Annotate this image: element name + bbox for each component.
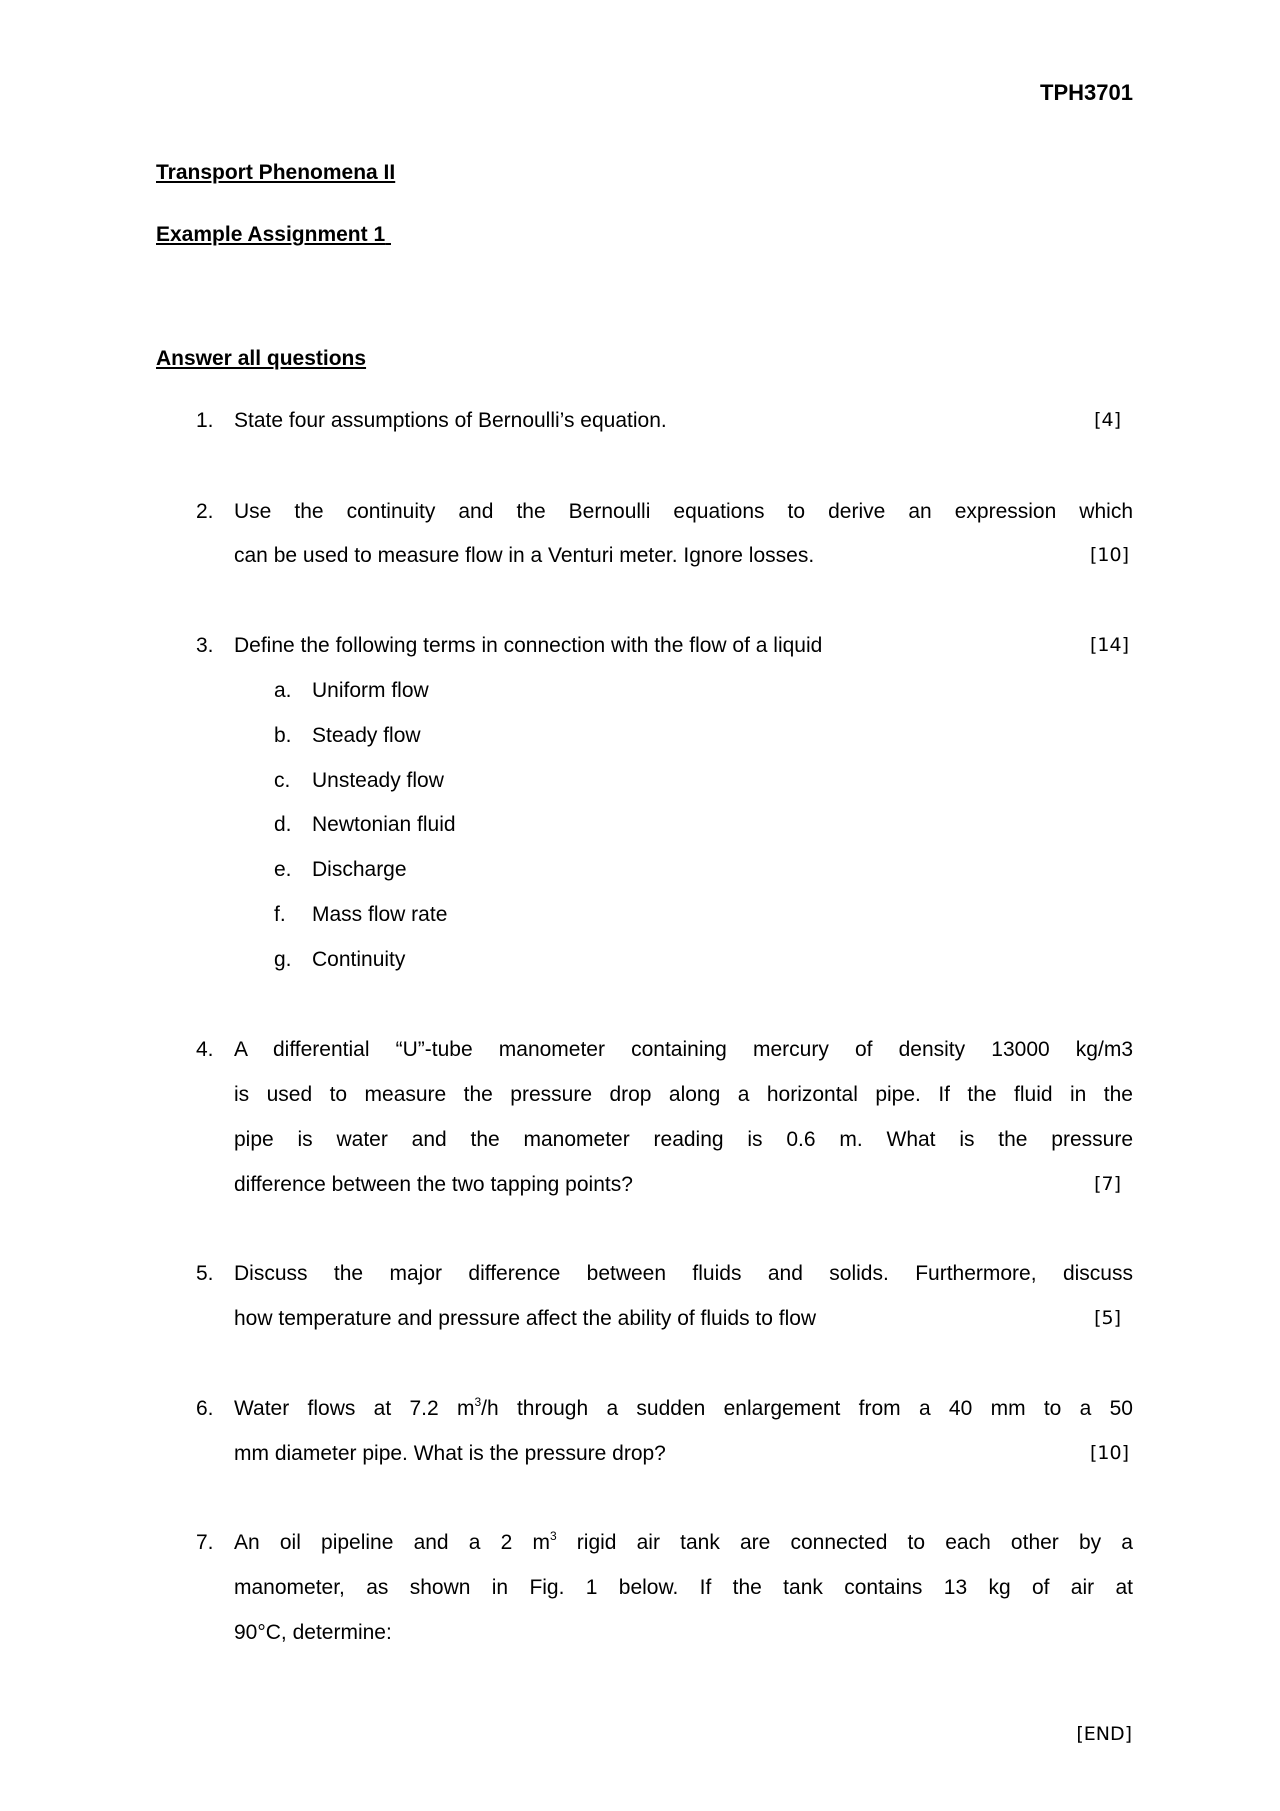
text-part: /h through a sudden enlargement from a 40 mm to a 50 (481, 1397, 1133, 1420)
end-marker: [END] (1076, 1723, 1132, 1745)
question-number: 5. (196, 1262, 214, 1285)
sub-item-letter: d. (274, 813, 292, 836)
sub-item-letter: a. (274, 679, 292, 702)
question-text: mm diameter pipe. What is the pressure drop? (234, 1442, 666, 1465)
question-number: 7. (196, 1531, 214, 1554)
question-text: Define the following terms in connection with the flow of a liquid (234, 634, 823, 657)
text-part: An oil pipeline and a 2 m (234, 1531, 550, 1554)
question-mark: [10] (1089, 1442, 1129, 1464)
document-subtitle (156, 212, 391, 257)
course-code: TPH3701 (1040, 80, 1133, 105)
question-text: pipe is water and the manometer reading is 0.6 m. What is the pressure (234, 1128, 1133, 1151)
question-number: 6. (196, 1397, 214, 1420)
sub-item-text: Steady flow (312, 724, 421, 747)
sub-item-letter: b. (274, 724, 292, 747)
sub-item-text: Mass flow rate (312, 903, 448, 926)
question-text: Use the continuity and the Bernoulli equations to derive an expression which (234, 500, 1133, 523)
document-title: Transport Phenomena II (156, 161, 396, 184)
question-text: can be used to measure flow in a Venturi meter. Ignore losses. (234, 544, 815, 567)
question-text: Discuss the major difference between fluids and solids. Furthermore, discuss (234, 1262, 1133, 1285)
superscript: 3 (549, 1529, 557, 1543)
question-mark: [7] (1094, 1173, 1121, 1195)
question-mark: [4] (1094, 409, 1121, 431)
question-number: 4. (196, 1038, 214, 1061)
question-text: difference between the two tapping points? (234, 1173, 633, 1196)
question-mark: [10] (1089, 544, 1129, 566)
question-number: 2. (196, 500, 214, 523)
question-text: is used to measure the pressure drop along a horizontal pipe. If the fluid in the (234, 1083, 1133, 1106)
question-text: how temperature and pressure affect the ability of fluids to flow (234, 1307, 817, 1330)
instruction-heading: Answer all questions (156, 347, 367, 370)
superscript: 3 (474, 1395, 482, 1409)
subtitle-text: Example Assignment 1 (156, 223, 386, 246)
question-text: State four assumptions of Bernoulli’s equation. (234, 409, 667, 432)
question-mark: [5] (1094, 1307, 1121, 1329)
question-text (234, 1520, 1133, 1565)
text-part: Water flows at 7.2 m (234, 1397, 475, 1420)
sub-item-letter: f. (274, 903, 286, 926)
question-mark: [14] (1089, 634, 1129, 656)
question-number: 3. (196, 634, 214, 657)
question-text: 90°C, determine: (234, 1621, 392, 1644)
sub-item-text: Newtonian fluid (312, 813, 456, 836)
sub-item-letter: c. (274, 769, 291, 792)
question-text: manometer, as shown in Fig. 1 below. If the tank contains 13 kg of air at (234, 1576, 1133, 1599)
sub-item-text: Discharge (312, 858, 407, 881)
sub-item-letter: e. (274, 858, 292, 881)
question-text: A differential “U”-tube manometer containing mercury of density 13000 kg/m3 (234, 1038, 1133, 1061)
question-text (234, 1386, 1133, 1431)
sub-item-letter: g. (274, 948, 292, 971)
sub-item-text: Continuity (312, 948, 406, 971)
text-part: rigid air tank are connected to each other by a (556, 1531, 1133, 1554)
sub-item-text: Uniform flow (312, 679, 429, 702)
sub-item-text: Unsteady flow (312, 769, 444, 792)
question-number: 1. (196, 409, 214, 432)
